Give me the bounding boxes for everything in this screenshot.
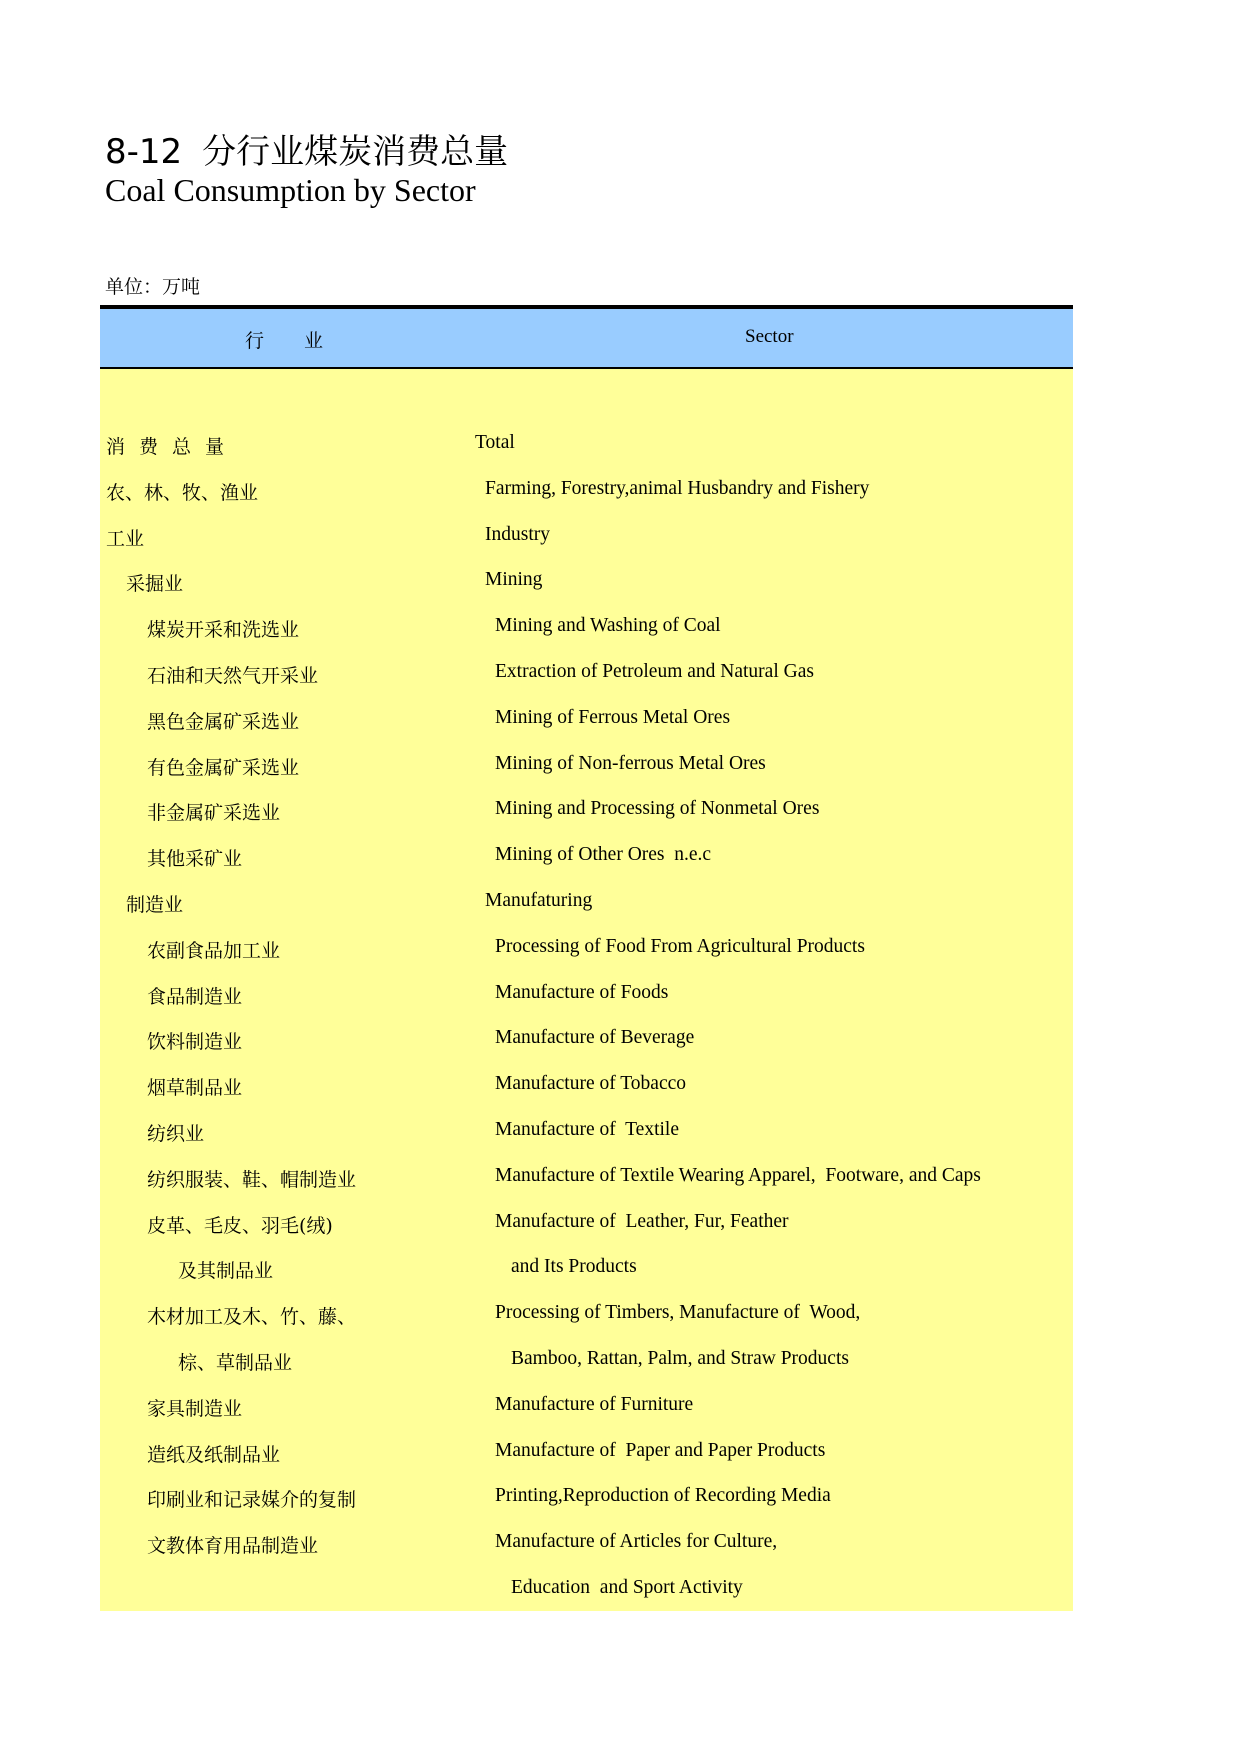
table-row [100, 1017, 1073, 1063]
table-row [100, 788, 1073, 834]
table-row [100, 834, 1073, 880]
sector-en: Total [475, 432, 515, 453]
table-row [100, 651, 1073, 697]
table-row [100, 422, 1073, 468]
table-row [100, 1567, 1073, 1613]
sector-cn: 工业 [106, 527, 145, 550]
sector-cn: 农、林、牧、渔业 [106, 481, 259, 504]
sector-en: and Its Products [511, 1256, 637, 1278]
table-row [100, 1384, 1073, 1430]
table-row [100, 743, 1073, 789]
sector-en: Mining and Processing of Nonmetal Ores [495, 798, 820, 820]
table-row [100, 1063, 1073, 1109]
sector-table [100, 305, 1073, 1605]
sector-cn: 皮革、毛皮、羽毛(绒) [147, 1214, 333, 1237]
sector-cn: 石油和天然气开采业 [147, 664, 319, 687]
sector-cn: 造纸及纸制品业 [147, 1443, 281, 1466]
header-sector-en: Sector [745, 326, 794, 347]
table-row [100, 1201, 1073, 1247]
sector-en: Processing of Food From Agricultural Products [495, 935, 865, 957]
sector-en: Printing,Reproduction of Recording Media [495, 1485, 831, 1507]
sector-cn: 农副食品加工业 [147, 939, 281, 962]
table-row [100, 697, 1073, 743]
table-rows [100, 422, 1073, 1613]
table-row [100, 880, 1073, 926]
sector-en: Manufacture of Tobacco [495, 1073, 687, 1095]
table-number: 8-12 [105, 132, 183, 172]
sector-en: Manufacture of Textile Wearing Apparel, Footware, and Caps [495, 1164, 981, 1186]
sector-cn: 采掘业 [126, 573, 184, 596]
sector-cn: 其他采矿业 [147, 848, 243, 871]
sector-cn: 棕、草制品业 [178, 1351, 293, 1374]
sector-cn: 文教体育用品制造业 [147, 1535, 319, 1558]
title-cn-text: 分行业煤炭消费总量 [202, 132, 509, 172]
sector-cn: 非金属矿采选业 [147, 802, 281, 825]
sector-cn: 及其制品业 [178, 1260, 274, 1283]
table-header [100, 309, 1073, 369]
sector-cn: 食品制造业 [147, 985, 243, 1008]
sector-cn: 纺织服装、鞋、帽制造业 [147, 1168, 357, 1191]
sector-en: Manufacture of Paper and Paper Products [495, 1439, 826, 1461]
sector-en: Farming, Forestry,animal Husbandry and Fishery [485, 477, 870, 499]
sector-en: Processing of Timbers, Manufacture of Wood, [495, 1302, 861, 1324]
table-row [100, 972, 1073, 1018]
sector-cn: 有色金属矿采选业 [147, 756, 300, 779]
sector-en: Mining of Non-ferrous Metal Ores [495, 752, 766, 774]
sector-cn: 家具制造业 [147, 1397, 243, 1420]
sector-cn: 消费总量 [106, 436, 239, 458]
table-row [100, 1521, 1073, 1567]
sector-en: Industry [485, 523, 550, 545]
table-row [100, 1246, 1073, 1292]
table-row [100, 1475, 1073, 1521]
sector-en: Education and Sport Activity [511, 1576, 743, 1598]
table-row [100, 468, 1073, 514]
table-row [100, 605, 1073, 651]
sector-cn: 木材加工及木、竹、藤、 [147, 1306, 357, 1329]
sector-en: Mining of Ferrous Metal Ores [495, 706, 731, 728]
sector-en: Manufacture of Textile [495, 1118, 679, 1140]
sector-en: Manufacture of Beverage [495, 1027, 695, 1049]
unit-label: 单位：万吨 [105, 276, 201, 298]
sector-en: Manufacture of Furniture [495, 1393, 694, 1415]
sector-cn: 制造业 [126, 893, 184, 916]
table-body [100, 369, 1073, 1611]
sector-en: Mining and Washing of Coal [495, 615, 721, 637]
table-row [100, 559, 1073, 605]
sector-cn: 烟草制品业 [147, 1077, 243, 1100]
sector-cn: 煤炭开采和洗选业 [147, 619, 300, 642]
sector-cn: 饮料制造业 [147, 1031, 243, 1054]
sector-en: Manufacture of Leather, Fur, Feather [495, 1210, 789, 1232]
table-row [100, 1155, 1073, 1201]
sector-cn: 纺织业 [147, 1122, 205, 1145]
sector-en: Bamboo, Rattan, Palm, and Straw Products [511, 1347, 849, 1369]
sector-en: Manufacture of Foods [495, 981, 669, 1003]
page-title-chinese [105, 124, 508, 173]
table-row [100, 1109, 1073, 1155]
table-row [100, 926, 1073, 972]
sector-cn: 黑色金属矿采选业 [147, 710, 300, 733]
sector-en: Mining [485, 569, 543, 591]
sector-cn: 印刷业和记录媒介的复制 [147, 1489, 357, 1512]
sector-en: Mining of Other Ores n.e.c [495, 844, 712, 866]
table-row [100, 1430, 1073, 1476]
table-row [100, 1292, 1073, 1338]
table-row [100, 1338, 1073, 1384]
sector-en: Manufacture of Articles for Culture, [495, 1531, 778, 1553]
header-sector-cn: 行业 [245, 330, 364, 352]
table-row [100, 514, 1073, 560]
sector-en: Extraction of Petroleum and Natural Gas [495, 660, 814, 682]
page-title-english: Coal Consumption by Sector [105, 172, 476, 208]
sector-en: Manufaturing [485, 889, 593, 911]
